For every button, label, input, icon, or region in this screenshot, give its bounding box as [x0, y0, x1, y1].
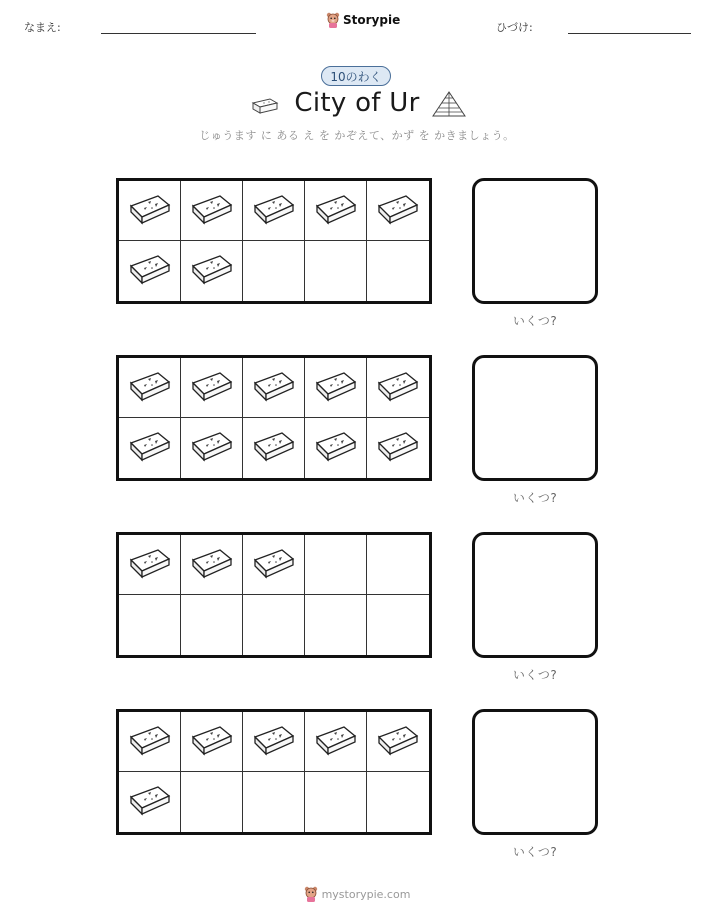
date-line[interactable] — [568, 33, 691, 34]
ten-frame — [116, 355, 432, 481]
mudbrick-icon — [376, 429, 420, 467]
ten-frame-cell — [181, 595, 243, 655]
ten-frame-cell — [181, 772, 243, 832]
logo-text: Storypie — [343, 13, 401, 27]
mudbrick-icon — [190, 192, 234, 230]
answer-label: いくつ? — [512, 314, 558, 328]
mudbrick-icon — [314, 369, 358, 407]
ten-frame-cell — [367, 772, 429, 832]
ten-frame-cell — [305, 358, 367, 418]
ten-frame-cell — [305, 418, 367, 478]
answer-label: いくつ? — [512, 845, 558, 859]
mudbrick-icon — [252, 546, 296, 584]
answer-box[interactable] — [472, 355, 598, 481]
mudbrick-icon — [128, 369, 172, 407]
answer-label: いくつ? — [512, 668, 558, 682]
ten-frame-cell — [119, 535, 181, 595]
ten-frame-cell — [367, 181, 429, 241]
mudbrick-icon — [128, 192, 172, 230]
mudbrick-icon — [252, 192, 296, 230]
mudbrick-icon — [314, 723, 358, 761]
ten-frame-cell — [243, 712, 305, 772]
instructions: じゅうます に ある え を かぞえて、かず を かきましょう。 — [199, 129, 515, 142]
ten-frame-cell — [367, 595, 429, 655]
ten-frame-cell — [181, 241, 243, 301]
ten-frame-cell — [181, 358, 243, 418]
ten-frame-cell — [181, 712, 243, 772]
mudbrick-icon — [190, 546, 234, 584]
ten-frame-cell — [243, 358, 305, 418]
ten-frame-badge: 10のわく — [321, 66, 391, 86]
ten-frame-cell — [119, 358, 181, 418]
mudbrick-icon — [252, 723, 296, 761]
mudbrick-icon — [376, 369, 420, 407]
ten-frame-cell — [119, 712, 181, 772]
mudbrick-icon — [190, 723, 234, 761]
ten-frame — [116, 709, 432, 835]
name-label: なまえ: — [24, 21, 61, 34]
mudbrick-icon — [190, 252, 234, 290]
ten-frame-cell — [181, 181, 243, 241]
storypie-logo — [326, 12, 400, 28]
answer-box[interactable] — [472, 178, 598, 304]
ten-frame-cell — [367, 535, 429, 595]
answer-box[interactable] — [472, 709, 598, 835]
mudbrick-icon — [314, 429, 358, 467]
mudbrick-icon — [190, 429, 234, 467]
mudbrick-icon — [128, 723, 172, 761]
bear-icon — [326, 12, 340, 28]
ten-frame-cell — [181, 418, 243, 478]
ten-frame-cell — [305, 181, 367, 241]
ten-frame-cell — [367, 712, 429, 772]
mudbrick-icon — [128, 252, 172, 290]
bear-icon — [304, 886, 318, 902]
ten-frame-cell — [367, 418, 429, 478]
ten-frame — [116, 178, 432, 304]
footer — [0, 886, 714, 902]
ten-frame-cell — [305, 772, 367, 832]
mudbrick-icon — [128, 429, 172, 467]
date-label: ひづけ: — [496, 21, 533, 34]
ten-frame-cell — [243, 181, 305, 241]
ten-frame-cell — [119, 772, 181, 832]
ten-frame-cell — [305, 535, 367, 595]
page-title: City of Ur — [294, 88, 420, 118]
ten-frame-cell — [305, 712, 367, 772]
ten-frame-cell — [119, 418, 181, 478]
mudbrick-icon — [252, 369, 296, 407]
mudbrick-icon — [128, 783, 172, 821]
answer-label: いくつ? — [512, 491, 558, 505]
mudbrick-icon — [190, 369, 234, 407]
ten-frame — [116, 532, 432, 658]
footer-url: mystorypie.com — [321, 887, 411, 901]
ten-frame-cell — [305, 241, 367, 301]
ten-frame-cell — [119, 241, 181, 301]
ten-frame-cell — [243, 772, 305, 832]
mudbrick-icon — [314, 192, 358, 230]
ten-frame-cell — [119, 181, 181, 241]
name-line[interactable] — [101, 33, 256, 34]
mudbrick-icon — [128, 546, 172, 584]
mudbrick-icon — [252, 429, 296, 467]
ten-frame-cell — [243, 535, 305, 595]
ten-frame-cell — [243, 418, 305, 478]
ten-frame-cell — [243, 595, 305, 655]
ten-frame-cell — [181, 535, 243, 595]
mudbrick-icon — [376, 192, 420, 230]
mudbrick-icon — [376, 723, 420, 761]
ten-frame-cell — [367, 241, 429, 301]
ziggurat-icon — [432, 91, 466, 117]
ten-frame-cell — [305, 595, 367, 655]
answer-box[interactable] — [472, 532, 598, 658]
ten-frame-cell — [119, 595, 181, 655]
ten-frame-cell — [243, 241, 305, 301]
ten-frame-cell — [367, 358, 429, 418]
